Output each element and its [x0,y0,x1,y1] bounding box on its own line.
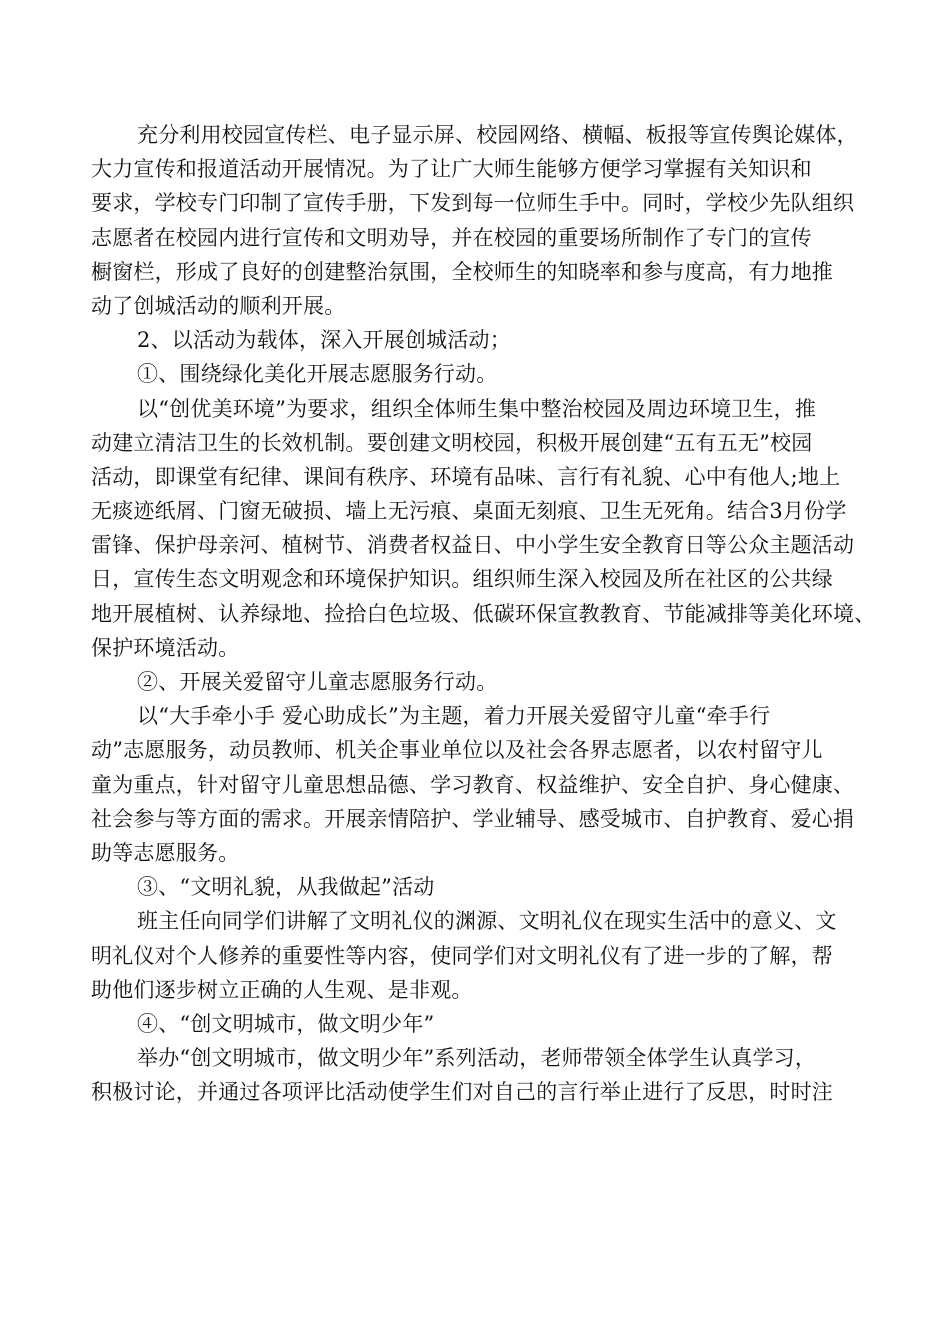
subsection-heading: ②、开展关爱留守儿童志愿服务行动。 [137,670,498,694]
section-heading: 2、以活动为载体，深入开展创城活动； [137,328,511,353]
text-line: 积极讨论，并通过各项评比活动使学生们对自己的言行举止进行了反思，时时注 [91,1080,833,1105]
subsection-heading: ①、围绕绿化美化开展志愿服务行动。 [137,362,498,387]
text-line: 活动，即课堂有纪律、课间有秩序、环境有品味、言行有礼貌、心中有他人;地上 [91,464,841,489]
text-line: 大力宣传和报道活动开展情况。为了让广大师生能够方便学习掌握有关知识和 [91,157,812,182]
text-line: 保护环境活动。 [91,635,240,660]
text-line: 班主任向同学们讲解了文明礼仪的渊源、文明礼仪在现实生活中的意义、文 [137,909,837,934]
text-line: 要求，学校专门印制了宣传手册，下发到每一位师生手中。同时，学校少先队组织 [91,191,855,216]
text-line: 以“创优美环境”为要求，组织全体师生集中整治校园及周边环境卫生，推 [137,396,817,421]
text-line: 动建立清洁卫生的长效机制。要创建文明校园，积极开展创建“五有五无”校园 [91,430,813,455]
text-line: 动了创城活动的顺利开展。 [91,293,346,318]
text-line: 助等志愿服务。 [91,840,240,865]
text-line: 社会参与等方面的需求。开展亲情陪护、学业辅导、感受城市、自护教育、爱心捐 [91,806,855,831]
text-line: 以“大手牵小手 爱心助成长”为主题，着力开展关爱留守儿童“牵手行 [137,704,771,729]
subsection-heading: ③、“文明礼貌，从我做起”活动 [137,875,435,900]
text-line: 地开展植树、认养绿地、捡拾白色垃圾、低碳环保宣教教育、节能减排等美化环境、 [91,601,876,626]
text-line: 充分利用校园宣传栏、电子显示屏、校园网络、横幅、板报等宣传舆论媒体， [137,123,858,147]
text-line: 童为重点，针对留守儿童思想品德、学习教育、权益维护、安全自护、身心健康、 [91,772,855,797]
text-line: 橱窗栏，形成了良好的创建整治氛围，全校师生的知晓率和参与度高，有力地推 [91,259,833,284]
subsection-heading: ④、“创文明城市，做文明少年” [137,1011,435,1036]
text-line: 志愿者在校园内进行宣传和文明劝导，并在校园的重要场所制作了专门的宣传 [91,225,812,250]
text-line: 动”志愿服务，动员教师、机关企事业单位以及社会各界志愿者，以农村留守儿 [91,738,823,763]
text-line: 日，宣传生态文明观念和环境保护知识。组织师生深入校园及所在社区的公共绿 [91,567,833,592]
text-line: 无痰迹纸屑、门窗无破损、墙上无污痕、桌面无刻痕、卫生无死角。结合3月份学 [91,499,847,524]
text-line: 明礼仪对个人修养的重要性等内容，使同学们对文明礼仪有了进一步的了解，帮 [91,943,833,968]
text-line: 雷锋、保护母亲河、植树节、消费者权益日、中小学生安全教育日等公众主题活动 [91,533,855,558]
text-line: 助他们逐步树立正确的人生观、是非观。 [91,977,473,1002]
document-body [91,118,881,1109]
text-line: 举办“创文明城市，做文明少年”系列活动，老师带领全体学生认真学习， [137,1046,817,1071]
